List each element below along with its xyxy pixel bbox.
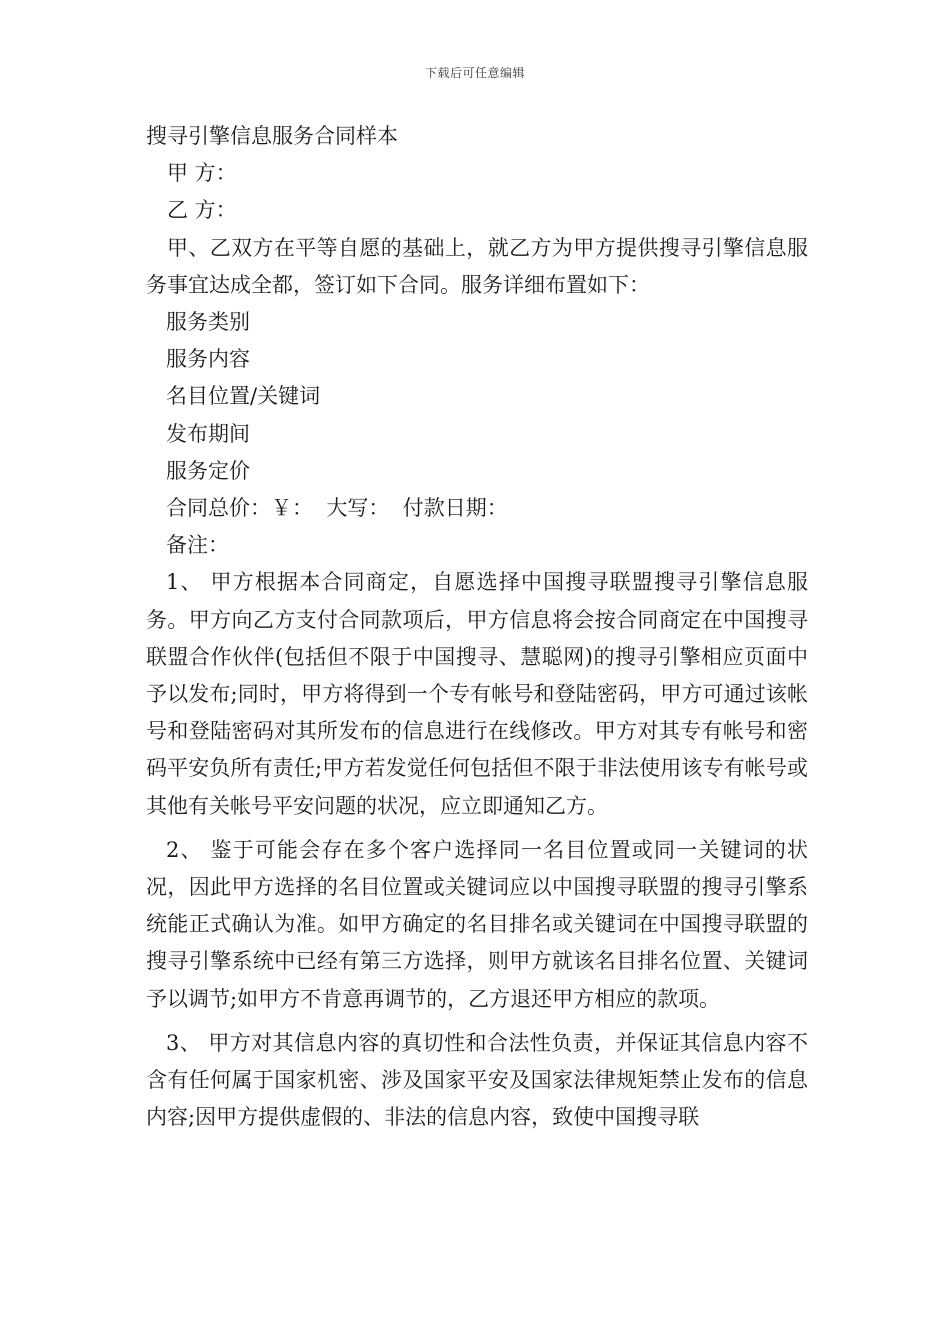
header-note: 下载后可任意编辑 (424, 66, 525, 80)
document-title: 搜寻引擎信息服务合同样本 (146, 124, 398, 148)
field-service-price: 服务定价 (166, 458, 250, 483)
field-service-type: 服务类别 (166, 310, 250, 335)
field-category-keyword: 名目位置/关键词 (166, 384, 321, 409)
clause-3: 3、 甲方对其信息内容的真切性和合法性负责，并保证其信息内容不含有任何属于国家机密、涉及国家平安及国家法律规矩禁止发布的信息内容;因甲方提供虚假的、非法的信息内容，致使中国搜寻联 (146, 1030, 808, 1130)
clause-2: 2、 鉴于可能会存在多个客户选择同一名目位置或同一关键词的状况，因此甲方选择的名目位置或关键词应以中国搜寻联盟的搜寻引擎系统能正式确认为准。如甲方确定的名目排名或关键词在中国搜寻联盟的搜寻引擎系统中已经有第三方选择，则甲方就该名目排名位置、关键词予以调节;如甲方不肯意再调节的，乙方退还甲方相应的款项。 (146, 837, 808, 1011)
party-a-line: 甲 方： (167, 161, 237, 186)
intro-paragraph: 甲、乙双方在平等自愿的基础上，就乙方为甲方提供搜寻引擎信息服务事宜达成全都，签订如下合同。服务详细布置如下： (146, 235, 808, 297)
field-total-price: 合同总价：￥： 大写： 付款日期： (166, 496, 508, 521)
party-b-line: 乙 方： (167, 198, 237, 223)
field-service-content: 服务内容 (166, 347, 250, 372)
document-body (146, 118, 808, 1136)
field-publish-period: 发布期间 (166, 421, 250, 446)
clause-1: 1、 甲方根据本合同商定，自愿选择中国搜寻联盟搜寻引擎信息服务。甲方向乙方支付合同款项后，甲方信息将会按合同商定在中国搜寻联盟合作伙伴(包括但不限于中国搜寻、慧聪网)的搜寻引擎相应页面中予以发布;同时，甲方将得到一个专有帐号和登陆密码，甲方可通过该帐号和登陆密码对其所发布的信息进行在线修改。甲方对其专有帐号和密码平安负所有责任;甲方若发觉任何包括但不限于非法使用该专有帐号或其他有关帐号平安问题的状况，应立即通知乙方。 (146, 570, 808, 818)
field-remarks: 备注： (166, 533, 229, 558)
